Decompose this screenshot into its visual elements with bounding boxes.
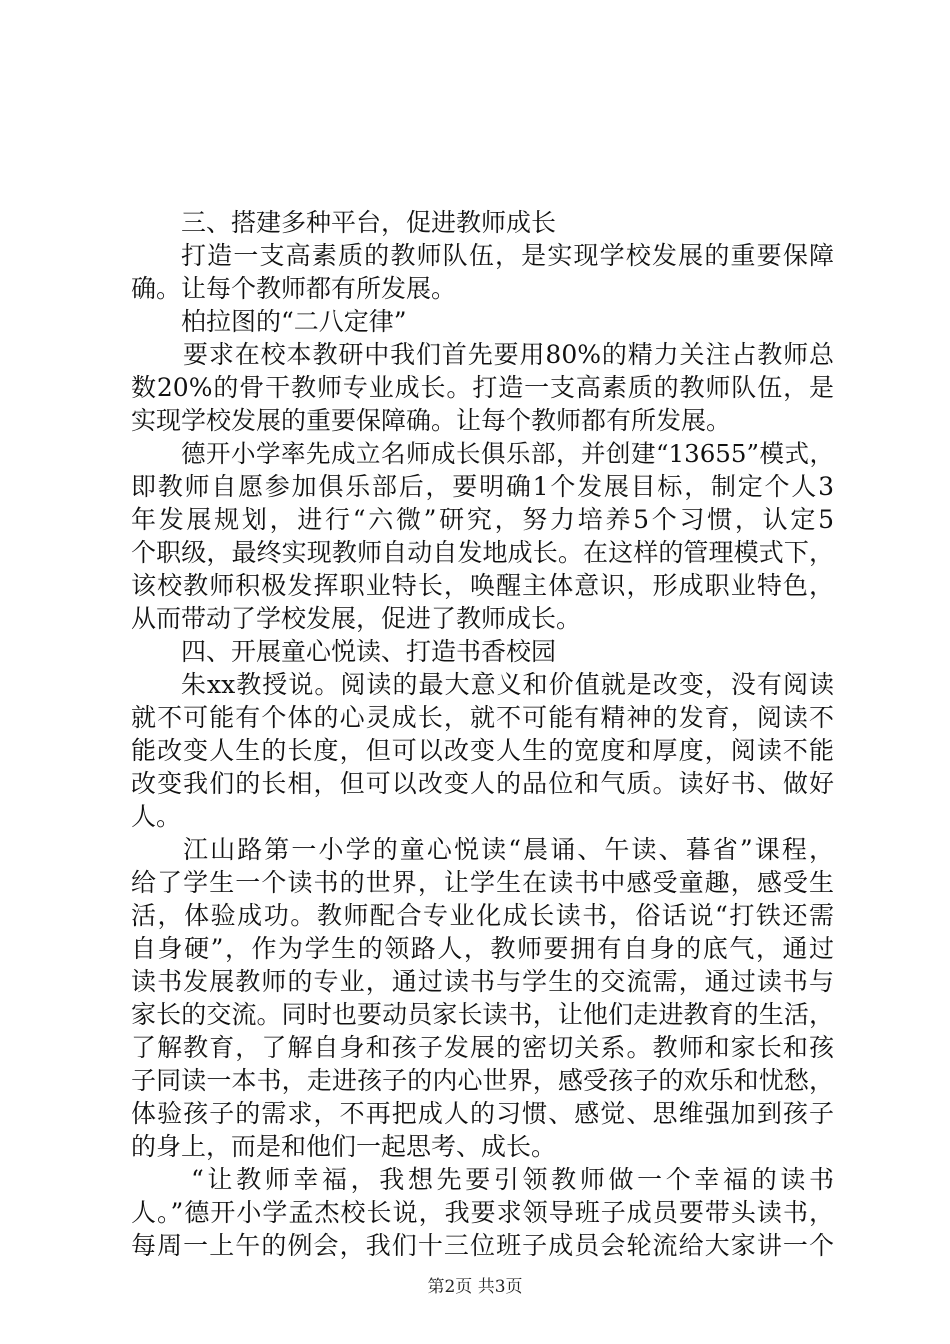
paragraph-line: 江山路第一小学的童心悦读“晨诵、午读、暮省”课程， <box>183 835 834 864</box>
paragraph-line: 改变我们的长相，但可以改变人的品位和气质。读好书、做好 <box>131 769 834 798</box>
paragraph-line: 体验孩子的需求，不再把成人的习惯、感觉、思维强加到孩子 <box>131 1099 834 1128</box>
paragraph-line: 每周一上午的例会，我们十三位班子成员会轮流给大家讲一个 <box>131 1231 834 1260</box>
paragraph-line: 读书发展教师的专业，通过读书与学生的交流需，通过读书与 <box>131 967 834 996</box>
page-number-footer: 第2页 共3页 <box>427 1277 523 1297</box>
document-body <box>131 206 834 1262</box>
paragraph-line: 打造一支高素质的教师队伍，是实现学校发展的重要保障 <box>181 241 834 270</box>
paragraph-line: “让教师幸福，我想先要引领教师做一个幸福的读书 <box>191 1165 834 1194</box>
paragraph-line: 人。 <box>131 802 182 831</box>
paragraph-line: 该校教师积极发挥职业特长，唤醒主体意识，形成职业特色， <box>131 571 834 600</box>
paragraph-line: 德开小学率先成立名师成长俱乐部，并创建“13655”模式， <box>181 439 834 468</box>
paragraph-line: 实现学校发展的重要保障确。让每个教师都有所发展。 <box>131 406 732 435</box>
paragraph-line: 就不可能有个体的心灵成长，就不可能有精神的发育，阅读不 <box>131 703 834 732</box>
paragraph-line: 能改变人生的长度，但可以改变人生的宽度和厚度，阅读不能 <box>131 736 834 765</box>
paragraph-line: 即教师自愿参加俱乐部后，要明确1个发展目标，制定个人3 <box>131 472 834 501</box>
paragraph-line: 年发展规划，进行“六微”研究，努力培养5个习惯，认定5 <box>131 505 834 534</box>
paragraph-line: 个职级，最终实现教师自动自发地成长。在这样的管理模式下， <box>131 538 834 567</box>
paragraph-line: 人。”德开小学孟杰校长说，我要求领导班子成员要带头读书， <box>131 1198 834 1227</box>
section-heading-3: 三、搭建多种平台，促进教师成长 <box>181 208 557 237</box>
paragraph-line: 的身上，而是和他们一起思考、成长。 <box>131 1132 557 1161</box>
paragraph-line: 给了学生一个读书的世界，让学生在读书中感受童趣，感受生 <box>131 868 834 897</box>
paragraph-line: 确。让每个教师都有所发展。 <box>131 274 457 303</box>
paragraph-line: 家长的交流。同时也要动员家长读书，让他们走进教育的生活， <box>131 1000 834 1029</box>
section-heading-4: 四、开展童心悦读、打造书香校园 <box>181 637 557 666</box>
paragraph-line: 自身硬”，作为学生的领路人，教师要拥有自身的底气，通过 <box>131 934 834 963</box>
paragraph-line: 了解教育，了解自身和孩子发展的密切关系。教师和家长和孩 <box>131 1033 834 1062</box>
paragraph-line: 子同读一本书，走进孩子的内心世界，感受孩子的欢乐和忧愁， <box>131 1066 834 1095</box>
paragraph-line: 从而带动了学校发展，促进了教师成长。 <box>131 604 582 633</box>
paragraph-line: 朱xx教授说。阅读的最大意义和价值就是改变，没有阅读 <box>181 670 834 699</box>
paragraph-line: 要求在校本教研中我们首先要用80%的精力关注占教师总 <box>183 340 834 369</box>
paragraph-line: 数20%的骨干教师专业成长。打造一支高素质的教师队伍，是 <box>131 373 834 402</box>
paragraph-line: 柏拉图的“二八定律” <box>181 307 407 336</box>
paragraph-line: 活，体验成功。教师配合专业化成长读书，俗话说“打铁还需 <box>131 901 834 930</box>
